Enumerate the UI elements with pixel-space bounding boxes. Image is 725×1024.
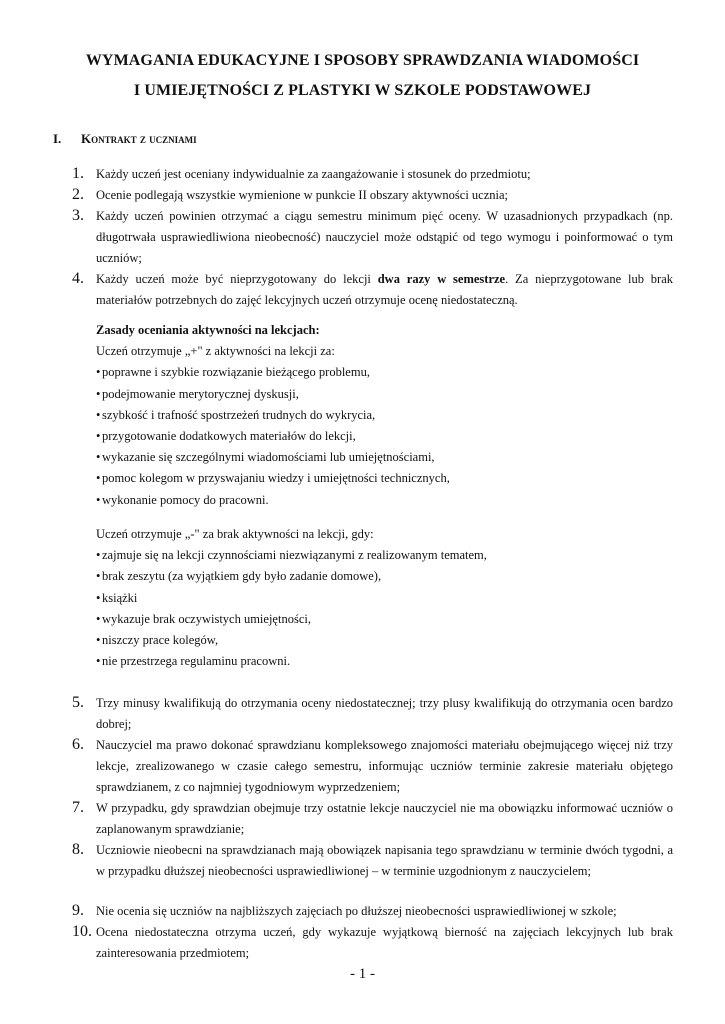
list-item-emphasis: dwa razy w semestrze — [377, 272, 506, 286]
plus-item — [96, 426, 673, 447]
bullet-icon: • — [96, 611, 101, 626]
minus-item — [96, 630, 673, 651]
list-item-text: Nauczyciel ma prawo dokonać sprawdzianu kompleksowego znajomości materiału obejmującego więcej niż trzy lekcje, zrealizowanego w czasie całego semestru, informując uczniów terminie zakresie materiału objętego sprawdzianem, z co najmniej tygodniowym wyprzedzeniem; — [96, 738, 673, 794]
plus-item-text: przygotowanie dodatkowych materiałów do lekcji, — [102, 429, 356, 444]
list-item-text: Uczniowie nieobecni na sprawdzianach mają obowiązek napisania tego sprawdzianu w terminie dwóch tygodni, a w przypadku dłuższej nieobecności usprawiedliwionej – w terminie uzgodnionym z nauczycielem; — [96, 843, 673, 878]
plus-item — [96, 490, 673, 511]
plus-intro: Uczeń otrzymuje „+" z aktywności na lekcji za: — [96, 344, 335, 359]
list-item-text-part: Każdy uczeń może być nieprzygotowany do lekcji — [96, 272, 378, 286]
bullet-icon: • — [96, 407, 101, 422]
list-item-number: 3. — [72, 207, 84, 224]
bullet-icon: • — [96, 569, 101, 584]
list-item — [72, 840, 673, 882]
minus-item — [96, 588, 673, 609]
document-title-line-1: WYMAGANIA EDUKACYJNE I SPOSOBY SPRAWDZANIA WIADOMOŚCI — [85, 52, 640, 69]
section-title: Kontrakt z uczniami — [81, 131, 197, 146]
minus-item-text: nie przestrzega regulaminu pracowni. — [102, 654, 291, 669]
plus-item-text: pomoc kolegom w przyswajaniu wiedzy i umiejętności technicznych, — [102, 471, 450, 486]
list-item — [72, 206, 673, 269]
section-heading — [53, 131, 197, 147]
minus-item-text: brak zeszytu (za wyjątkiem gdy było zadanie domowe), — [102, 569, 382, 584]
list-item-text: Każdy uczeń powinien otrzymać a ciągu semestru minimum pięć oceny. W uzasadnionych przypadkach (np. długotrwała usprawiedliwiona nieobecność) nauczyciel może odstąpić od tego wymogu i poinformować o tym uczniów; — [96, 209, 673, 265]
list-item-text: Ocenie podlegają wszystkie wymienione w punkcie II obszary aktywności ucznia; — [96, 188, 509, 202]
plus-item — [96, 468, 673, 489]
activity-rules — [96, 320, 673, 511]
bullet-icon: • — [96, 548, 101, 563]
list-item — [72, 693, 673, 735]
list-item — [72, 735, 673, 798]
list-item-number: 1. — [72, 165, 84, 182]
minus-item-text: zajmuje się na lekcji czynnościami niezwiązanymi z realizowanym tematem, — [102, 548, 487, 563]
list-item-text-part: . Za nieprzygotowane lub brak materiałów potrzebnych do zajęć lekcyjnych uczeń otrzymuje ocenę niedostateczną. — [96, 272, 673, 307]
plus-item-text: podejmowanie merytorycznej dyskusji, — [102, 386, 299, 401]
minus-item — [96, 545, 673, 566]
list-item — [72, 798, 673, 840]
list-item — [72, 922, 673, 964]
list-item-text: Trzy minusy kwalifikują do otrzymania oceny niedostatecznej; trzy plusy kwalifikują do otrzymania ocen bardzo dobrej; — [96, 696, 673, 731]
page-number: - 1 - — [350, 966, 375, 982]
bullet-icon: • — [96, 365, 101, 380]
minus-item-text: wykazuje brak oczywistych umiejętności, — [102, 611, 311, 626]
list-item-text: W przypadku, gdy sprawdzian obejmuje trzy ostatnie lekcje nauczyciel nie ma obowiązku informować uczniów o zaplanowanym sprawdzianie; — [96, 801, 673, 836]
bullet-icon: • — [96, 633, 101, 648]
minus-item — [96, 609, 673, 630]
activity-minus-rules — [96, 524, 673, 672]
list-item-text: Każdy uczeń jest oceniany indywidualnie za zaangażowanie i stosunek do przedmiotu; — [96, 167, 531, 181]
bullet-icon: • — [96, 654, 101, 669]
list-item-text: Ocena niedostateczna otrzyma uczeń, gdy wykazuje wyjątkową bierność na zajęciach lekcyjnych lub brak zainteresowania przedmiotem; — [96, 925, 673, 960]
list-item-number: 8. — [72, 841, 84, 858]
list-item-number: 7. — [72, 799, 84, 816]
bullet-icon: • — [96, 590, 101, 605]
list-item-number: 5. — [72, 694, 84, 711]
bullet-icon: • — [96, 492, 101, 507]
plus-item-text: wykonanie pomocy do pracowni. — [102, 492, 269, 507]
minus-item — [96, 566, 673, 587]
plus-item-text: poprawne i szybkie rozwiązanie bieżącego problemu, — [102, 365, 370, 380]
bullet-icon: • — [96, 471, 101, 486]
document-title-line-2: I UMIEJĘTNOŚCI Z PLASTYKI W SZKOLE PODSTAWOWEJ — [133, 82, 592, 99]
bullet-icon: • — [96, 450, 101, 465]
rules-heading: Zasady oceniania aktywności na lekcjach: — [96, 323, 320, 337]
list-item — [72, 269, 673, 311]
plus-item — [96, 405, 673, 426]
minus-item-text: niszczy prace kolegów, — [102, 633, 219, 648]
bullet-icon: • — [96, 386, 101, 401]
minus-item-text: książki — [102, 590, 138, 605]
plus-item-text: szybkość i trafność spostrzeżeń trudnych do wykrycia, — [102, 407, 376, 422]
plus-item — [96, 447, 673, 468]
list-item-number: 9. — [72, 902, 84, 919]
list-item-number: 2. — [72, 186, 84, 203]
bullet-icon: • — [96, 429, 101, 444]
list-item — [72, 164, 673, 185]
list-item — [72, 901, 673, 922]
section-number: I. — [53, 131, 62, 146]
minus-item — [96, 651, 673, 672]
plus-item — [96, 384, 673, 405]
list-item-text — [96, 269, 673, 311]
list-item-text: Nie ocenia się uczniów na najbliższych zajęciach po dłuższej nieobecności usprawiedliwionej w szkole; — [96, 904, 617, 918]
list-item-number: 6. — [72, 736, 84, 753]
plus-item — [96, 362, 673, 383]
minus-intro: Uczeń otrzymuje „-" za brak aktywności na lekcji, gdy: — [96, 527, 374, 541]
list-item — [72, 185, 673, 206]
plus-item-text: wykazanie się szczególnymi wiadomościami lub umiejętnościami, — [102, 450, 435, 465]
list-item-number: 10. — [72, 923, 92, 940]
list-item-number: 4. — [72, 270, 84, 287]
